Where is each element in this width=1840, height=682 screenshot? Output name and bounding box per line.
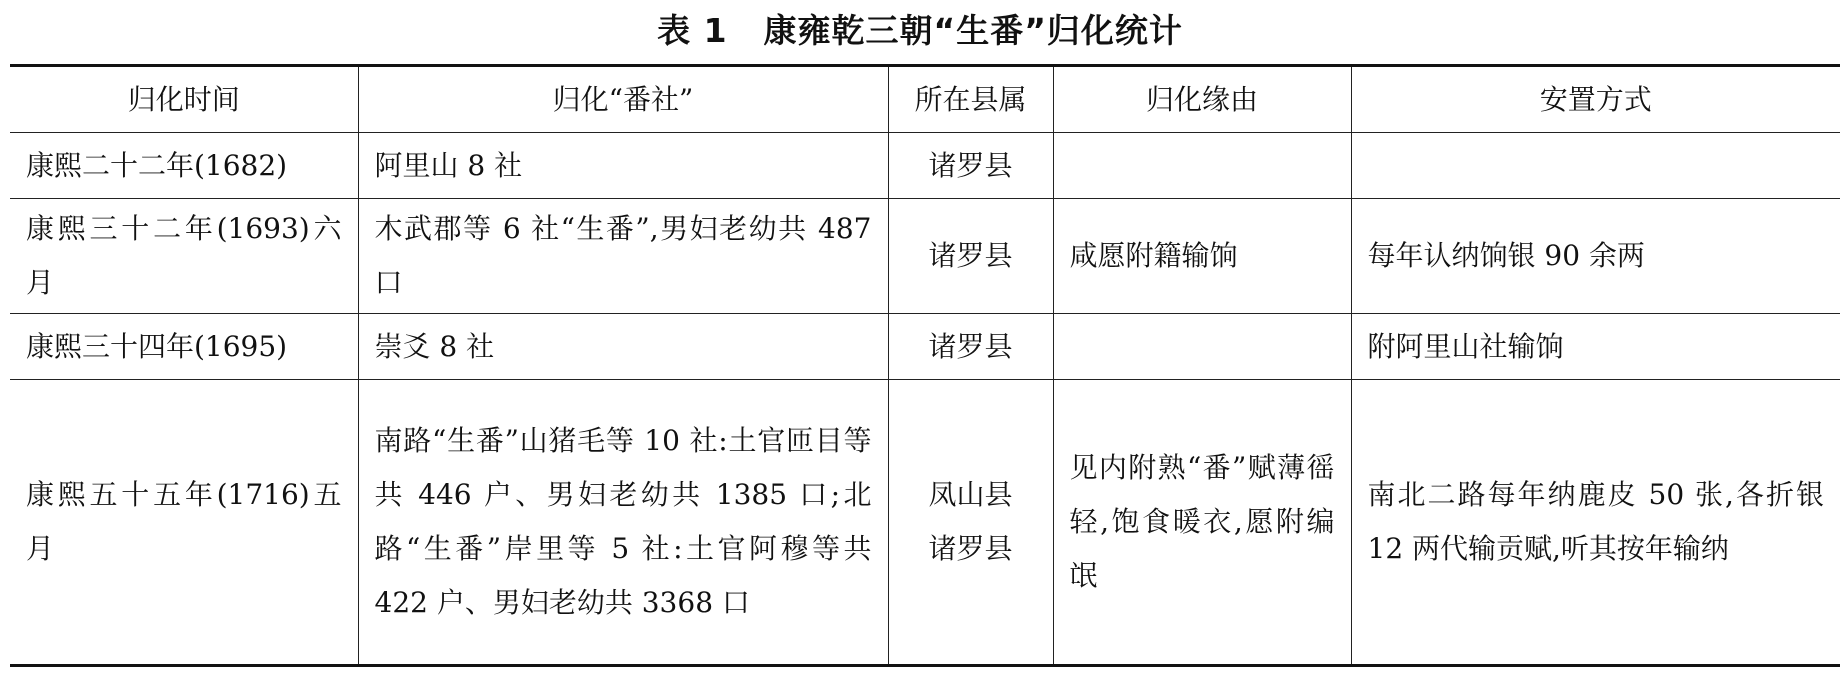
cell-reason — [1053, 314, 1351, 380]
cell-she: 阿里山 8 社 — [358, 133, 888, 199]
cell-reason — [1053, 133, 1351, 199]
cell-settlement: 附阿里山社输饷 — [1351, 314, 1840, 380]
table-row — [10, 133, 1840, 199]
cell-settlement: 每年认纳饷银 90 余两 — [1351, 199, 1840, 314]
cell-time: 康熙二十二年(1682) — [10, 133, 358, 199]
table-caption — [0, 0, 1840, 56]
cell-county: 凤山县 诸罗县 — [888, 380, 1053, 666]
cell-settlement: 南北二路每年纳鹿皮 50 张,各折银 12 两代输贡赋,听其按年输纳 — [1351, 380, 1840, 666]
header-she: 归化“番社” — [358, 66, 888, 133]
cell-county: 诸罗县 — [888, 314, 1053, 380]
table-row — [10, 314, 1840, 380]
cell-time: 康熙三十二年(1693)六月 — [10, 199, 358, 314]
cell-reason: 见内附熟“番”赋薄徭轻,饱食暖衣,愿附编氓 — [1053, 380, 1351, 666]
cell-county: 诸罗县 — [888, 133, 1053, 199]
table-header-row — [10, 66, 1840, 133]
table-row — [10, 380, 1840, 666]
header-county: 所在县属 — [888, 66, 1053, 133]
cell-she: 南路“生番”山猪毛等 10 社:土官匝目等共 446 户、男妇老幼共 1385 口;北路“生番”岸里等 5 社:土官阿穆等共 422 户、男妇老幼共 3368 口 — [358, 380, 888, 666]
cell-county: 诸罗县 — [888, 199, 1053, 314]
naturalization-table — [10, 64, 1840, 667]
cell-she: 崇爻 8 社 — [358, 314, 888, 380]
cell-reason: 咸愿附籍输饷 — [1053, 199, 1351, 314]
table-title: 康雍乾三朝“生番”归化统计 — [763, 10, 1183, 50]
cell-time: 康熙五十五年(1716)五月 — [10, 380, 358, 666]
cell-settlement — [1351, 133, 1840, 199]
header-time: 归化时间 — [10, 66, 358, 133]
cell-she: 木武郡等 6 社“生番”,男妇老幼共 487 口 — [358, 199, 888, 314]
table-row — [10, 199, 1840, 314]
cell-time: 康熙三十四年(1695) — [10, 314, 358, 380]
header-reason: 归化缘由 — [1053, 66, 1351, 133]
header-settlement: 安置方式 — [1351, 66, 1840, 133]
table-number: 表 1 — [657, 10, 728, 50]
